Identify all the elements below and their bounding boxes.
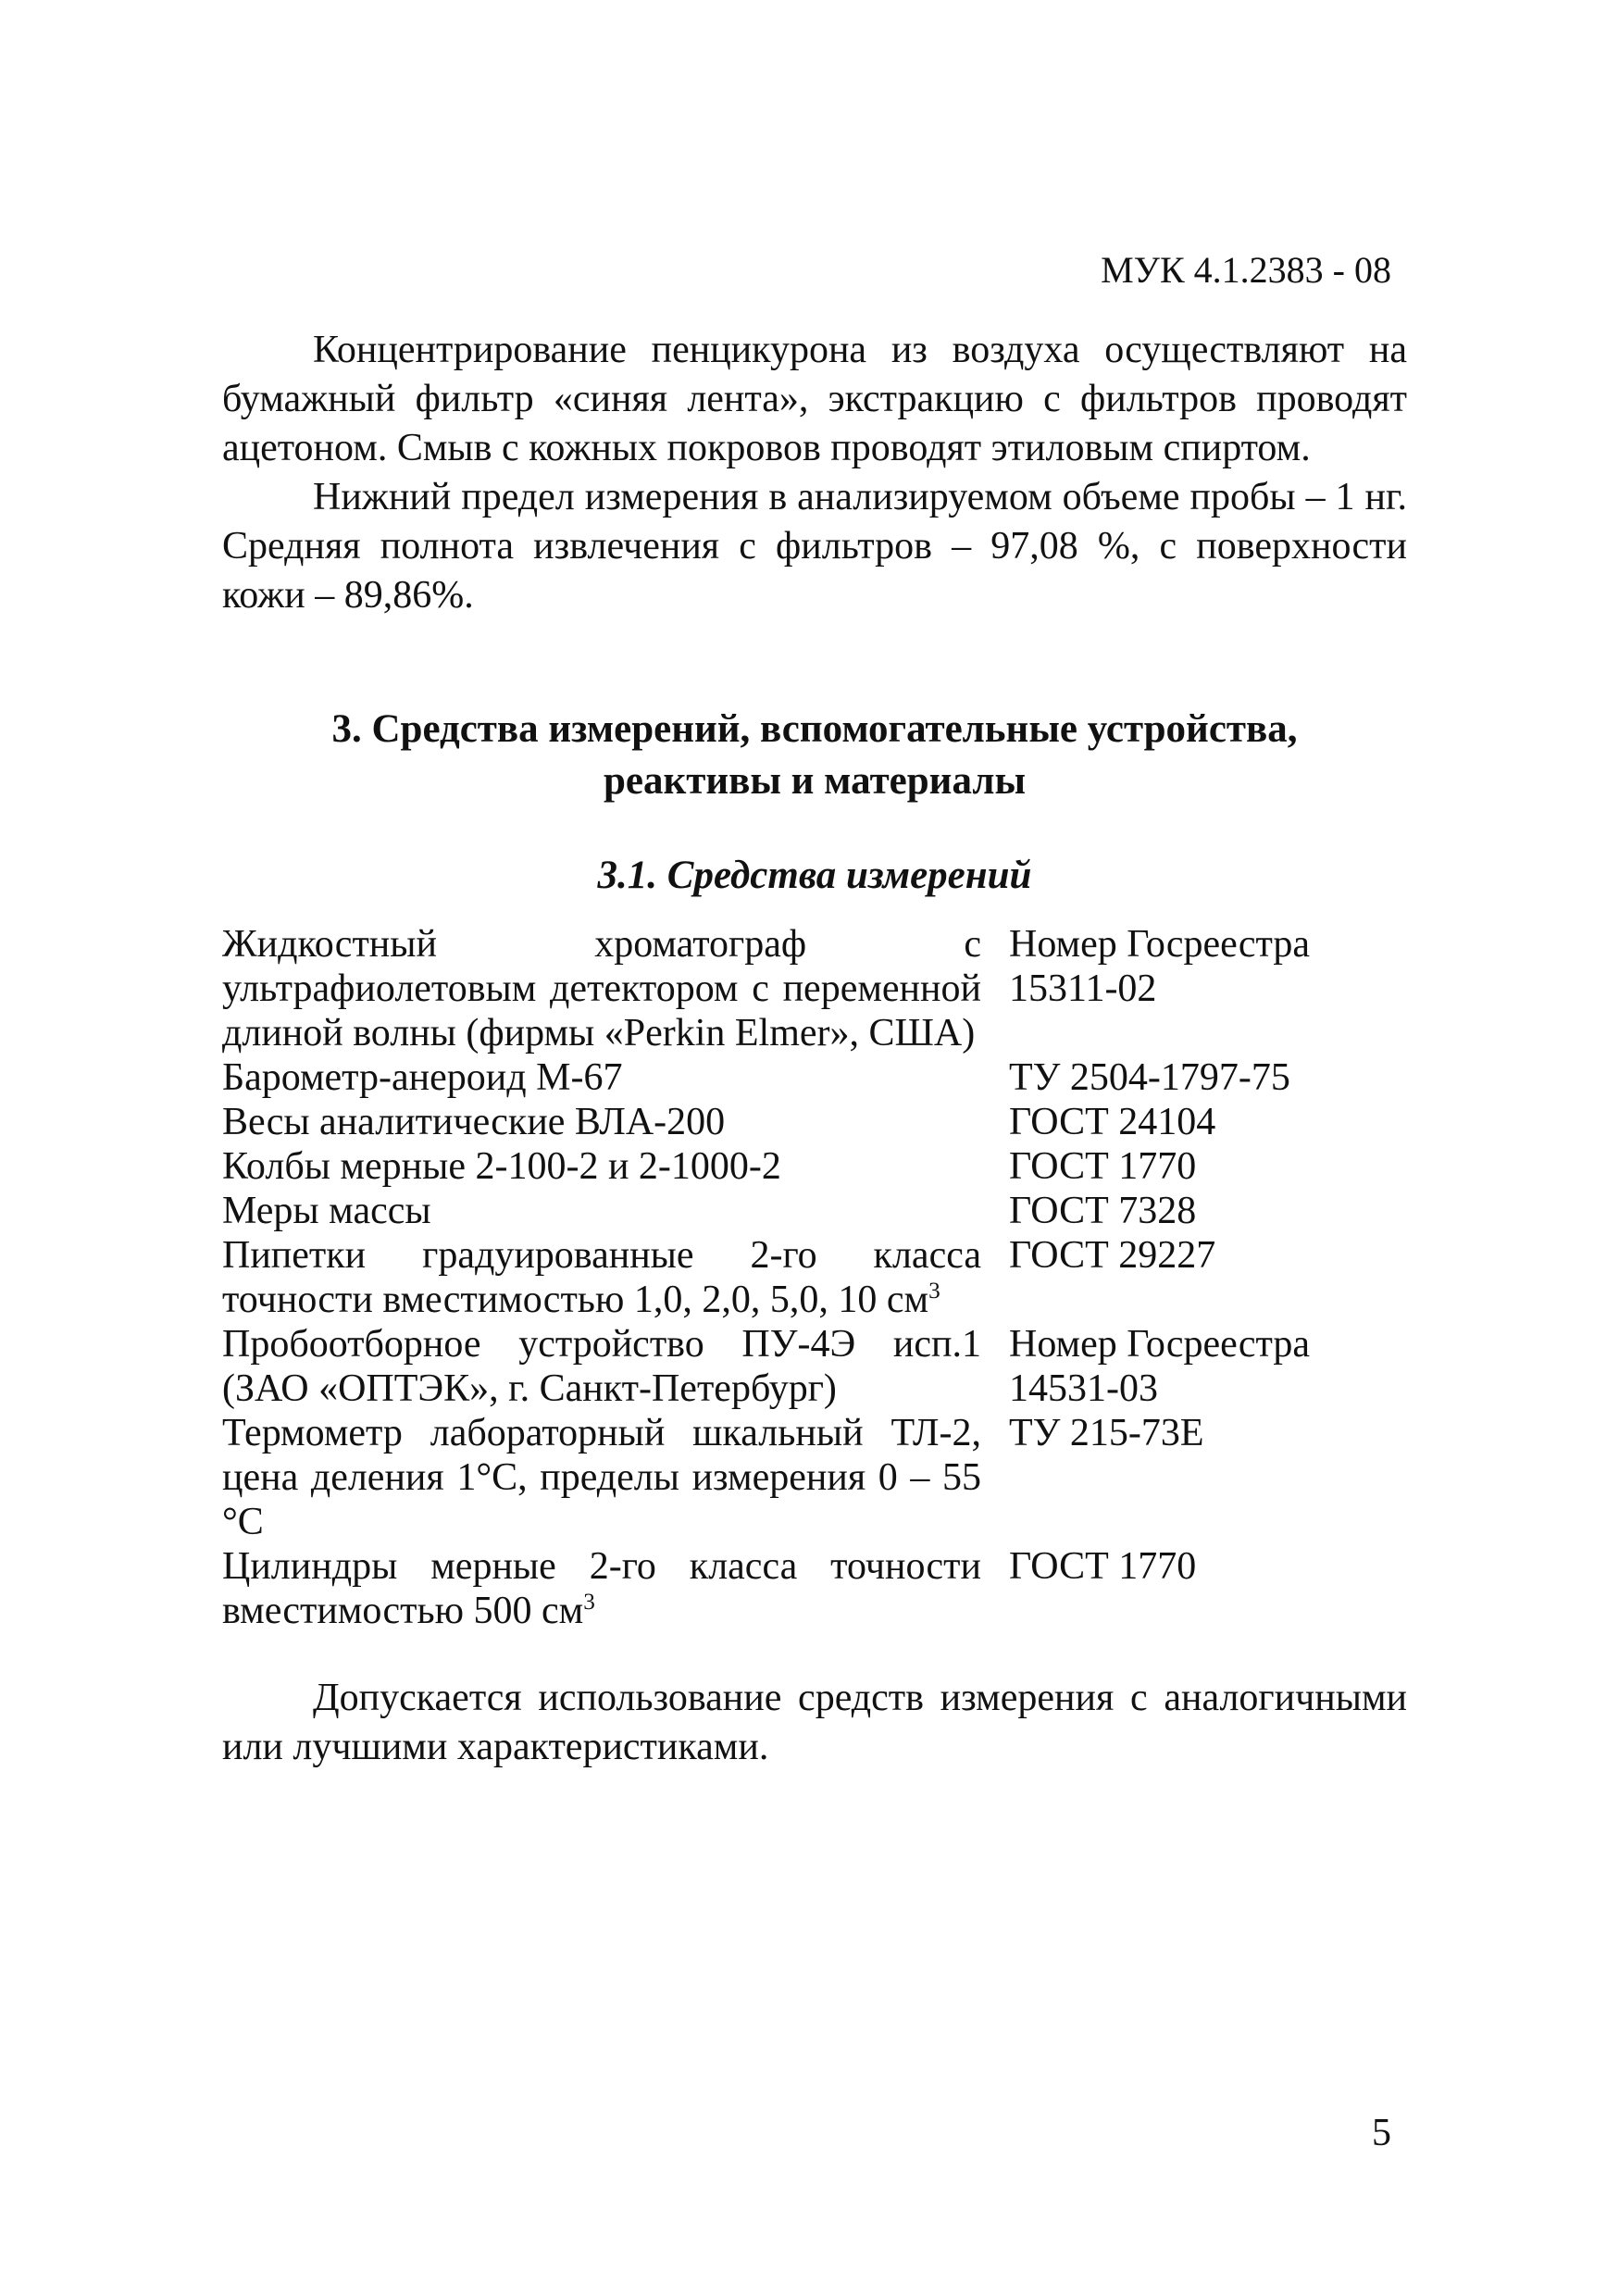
instrument-reference: ТУ 215-73Е (1009, 1412, 1204, 1454)
instrument-reference: ГОСТ 7328 (1009, 1190, 1197, 1232)
page-content (222, 326, 1407, 1772)
table-row (222, 1055, 1407, 1100)
section-3-title (222, 704, 1407, 807)
superscript-exponent: 3 (583, 1590, 595, 1615)
section-3-title-line-1: 3. Средства измерений, вспомогательные устройства, (331, 707, 1298, 751)
instrument-reference: Номер Госреестра 14531-03 (1009, 1323, 1311, 1410)
instrument-reference: ГОСТ 1770 (1009, 1145, 1197, 1188)
instrument-name (222, 1233, 1009, 1322)
instrument-name-text: Цилиндры мерные 2-го класса точности вместимостью 500 см (222, 1545, 981, 1632)
intro-paragraph-2: Нижний предел измерения в анализируемом объеме пробы – 1 нг. Средняя полнота извлечения с фильтров – 97,08 %, с поверхности кожи – 89,86%. (222, 476, 1407, 617)
instrument-reference: ГОСТ 29227 (1009, 1234, 1216, 1277)
closing-paragraph: Допускается использование средств измерения с аналогичными или лучшими характеристиками. (222, 1677, 1407, 1768)
table-row (222, 1189, 1407, 1233)
instrument-name: Меры массы (222, 1190, 431, 1232)
instrument-reference: ТУ 2504-1797-75 (1009, 1056, 1290, 1099)
superscript-exponent: 3 (928, 1279, 940, 1304)
table-row (222, 1411, 1407, 1544)
table-row (222, 1100, 1407, 1144)
table-row (222, 1322, 1407, 1411)
instrument-name: Термометр лабораторный шкальный ТЛ-2, цена деления 1°С, пределы измерения 0 – 55 °С (222, 1412, 981, 1543)
instrument-reference: ГОСТ 24104 (1009, 1101, 1216, 1143)
intro-paragraph-1: Концентрирование пенцикурона из воздуха осуществляют на бумажный фильтр «синяя лента», экстракцию с фильтров проводят ацетоном. Смыв с кожных покровов проводят этиловым спиртом. (222, 329, 1407, 469)
instrument-name: Жидкостный хроматограф с ультрафиолетовым детектором с переменной длиной волны (фирмы «Perkin Elmer», США) (222, 923, 981, 1054)
instrument-name (222, 1544, 1009, 1633)
table-row (222, 922, 1407, 1055)
instrument-name: Колбы мерные 2-100-2 и 2-1000-2 (222, 1145, 781, 1188)
instrument-name: Барометр-анероид М-67 (222, 1056, 623, 1099)
instrument-reference: ГОСТ 1770 (1009, 1545, 1197, 1588)
instrument-name: Весы аналитические ВЛА-200 (222, 1101, 726, 1143)
page-number: 5 (1372, 2112, 1391, 2154)
instrument-name: Пробоотборное устройство ПУ-4Э исп.1 (ЗАО «ОПТЭК», г. Санкт-Петербург) (222, 1323, 981, 1410)
instruments-table (222, 922, 1407, 1633)
subsection-3-1-title: 3.1. Средства измерений (597, 854, 1032, 897)
table-row (222, 1233, 1407, 1322)
document-code: МУК 4.1.2383 - 08 (1101, 249, 1391, 291)
instrument-reference: Номер Госреестра 15311-02 (1009, 923, 1311, 1010)
section-3-title-line-2: реактивы и материалы (603, 759, 1027, 803)
table-row (222, 1144, 1407, 1189)
table-row (222, 1544, 1407, 1633)
instrument-name-text: Пипетки градуированные 2-го класса точности вместимостью 1,0, 2,0, 5,0, 10 см (222, 1234, 981, 1321)
